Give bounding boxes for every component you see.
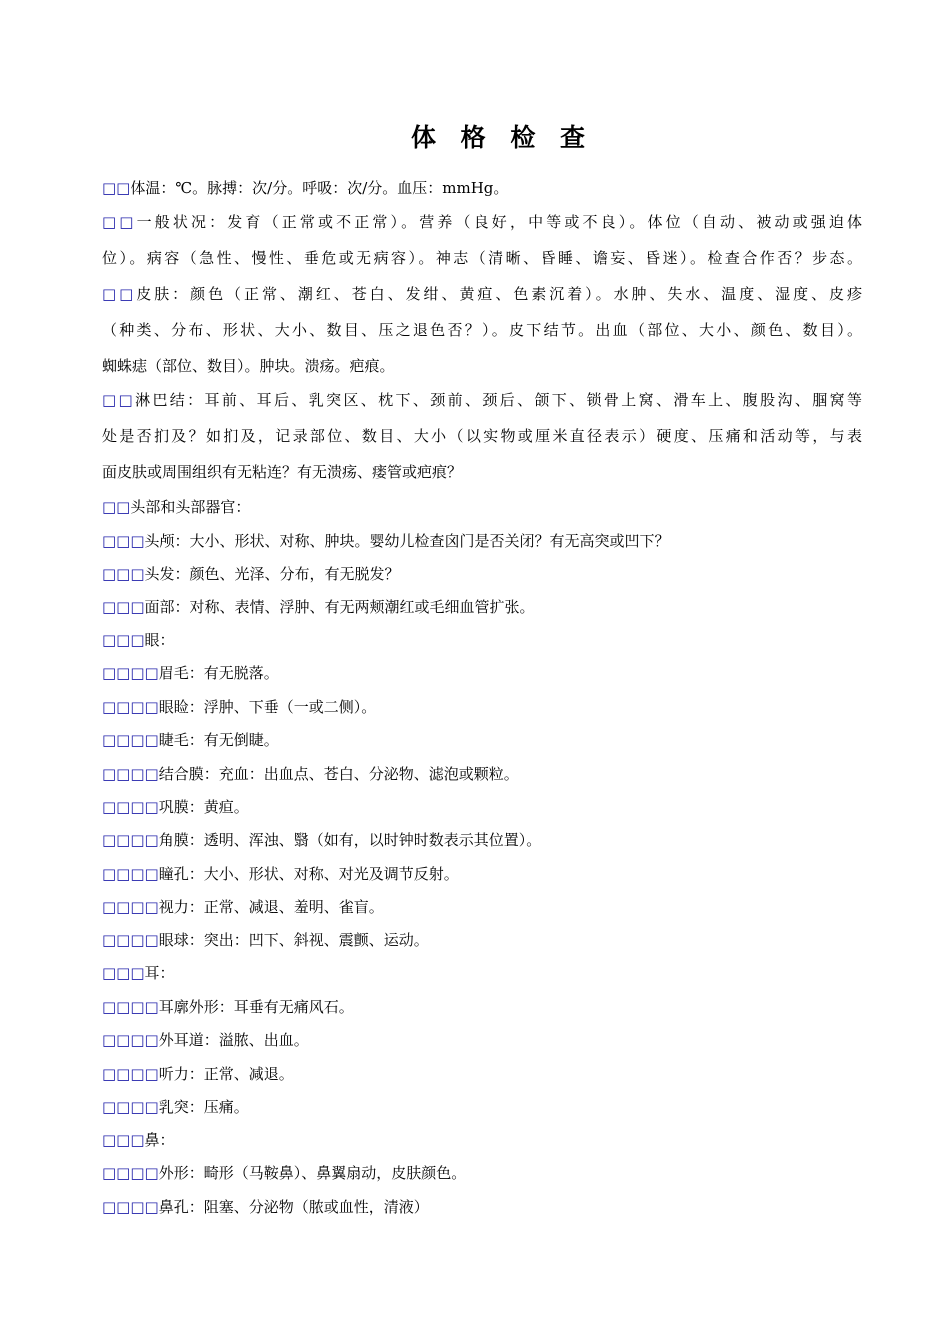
line-text: 眼睑：浮肿、下垂（一或二侧）。 [158, 698, 377, 716]
checkbox-marker: □□□□ [102, 1198, 159, 1216]
line-head-organs [102, 497, 862, 517]
line-ear-canal [102, 1030, 862, 1050]
checkbox-marker: □□□□ [102, 898, 159, 916]
line-eyelash [102, 730, 862, 750]
line-skin-cont-1 [102, 320, 862, 340]
line-text: 睫毛：有无倒睫。 [158, 731, 279, 749]
line-eye [102, 630, 862, 650]
line-conjunctiva [102, 764, 862, 784]
line-text: 瞳孔：大小、形状、对称、对光及调节反射。 [158, 865, 459, 883]
line-text: 结合膜：充血：出血点、苍白、分泌物、滤泡或颗粒。 [158, 765, 519, 783]
checkbox-marker: □□□□ [102, 698, 159, 716]
checkbox-marker: □□ [102, 391, 136, 409]
line-hearing [102, 1064, 862, 1084]
checkbox-marker: □□□□ [102, 798, 159, 816]
line-skin-cont-2 [102, 356, 862, 376]
line-text: （种类、分布、形状、大小、数目、压之退色否？）。皮下结节。出血（部位、大小、颜色、数目）。 [102, 321, 862, 339]
line-text: 耳廓外形：耳垂有无痛风石。 [158, 998, 354, 1016]
line-text: 头颅：大小、形状、对称、肿块。婴幼儿检查囟门是否关闭？有无高突或凹下？ [144, 532, 670, 550]
line-text: 视力：正常、减退、羞明、雀盲。 [158, 898, 384, 916]
line-text: 头部和头部器官： [130, 498, 251, 516]
checkbox-marker: □□□□ [102, 1065, 159, 1083]
line-text: 鼻孔：阻塞、分泌物（脓或血性，清液） [158, 1198, 429, 1216]
checkbox-marker: □□□□ [102, 831, 159, 849]
line-skull [102, 531, 862, 551]
checkbox-marker: □□ [102, 179, 131, 197]
line-nose [102, 1130, 862, 1150]
line-text: 耳： [144, 964, 175, 982]
line-sclera [102, 797, 862, 817]
line-text: 头发：颜色、光泽、分布，有无脱发？ [144, 565, 400, 583]
line-text: 蜘蛛痣（部位、数目）。肿块。溃疡。疤痕。 [102, 357, 395, 375]
checkbox-marker: □□□□ [102, 865, 159, 883]
checkbox-marker: □□□□ [102, 731, 159, 749]
line-mastoid [102, 1097, 862, 1117]
line-text: 眉毛：有无脱落。 [158, 664, 279, 682]
line-text: 位）。病容（急性、慢性、垂危或无病容）。神志（清晰、昏睡、谵妄、昏迷）。检查合作否？步态。 [102, 249, 862, 267]
line-lymph-cont-2 [102, 462, 862, 482]
checkbox-marker: □□□□ [102, 765, 159, 783]
line-text: 眼球：突出：凹下、斜视、震颤、运动。 [158, 931, 429, 949]
checkbox-marker: □□□□ [102, 931, 159, 949]
line-text: 面部：对称、表情、浮肿、有无两颊潮红或毛细血管扩张。 [144, 598, 535, 616]
checkbox-marker: □□□ [102, 565, 145, 583]
line-vision [102, 897, 862, 917]
line-text: 巩膜：黄疸。 [158, 798, 249, 816]
checkbox-marker: □□□□ [102, 1164, 159, 1182]
line-nostril [102, 1197, 862, 1217]
line-eyeball [102, 930, 862, 950]
line-face [102, 597, 862, 617]
checkbox-marker: □□□ [102, 631, 145, 649]
line-general-cont [102, 248, 862, 268]
line-text: 体温：℃。脉搏：次/分。呼吸：次/分。血压：mmHg。 [130, 179, 509, 197]
checkbox-marker: □□□ [102, 1131, 145, 1149]
checkbox-marker: □□□ [102, 532, 145, 550]
checkbox-marker: □□ [102, 213, 137, 231]
line-eyebrow [102, 663, 862, 683]
line-vitals [102, 178, 862, 198]
line-lymph [102, 390, 862, 410]
line-text: 外形：畸形（马鞍鼻）、鼻翼扇动，皮肤颜色。 [158, 1164, 467, 1182]
line-text: 听力：正常、减退。 [158, 1065, 294, 1083]
line-text: 眼： [144, 631, 175, 649]
line-lymph-cont-1 [102, 426, 862, 446]
line-text: 皮肤：颜色（正常、潮红、苍白、发绀、黄疸、色素沉着）。水肿、失水、温度、湿度、皮疹 [136, 285, 862, 303]
line-text: 鼻： [144, 1131, 175, 1149]
line-pupil [102, 864, 862, 884]
checkbox-marker: □□□□ [102, 664, 159, 682]
checkbox-marker: □□□ [102, 598, 145, 616]
line-text: 一般状况：发育（正常或不正常）。营养（良好，中等或不良）。体位（自动、被动或强迫体 [136, 213, 862, 231]
checkbox-marker: □□□□ [102, 998, 159, 1016]
page-title: 体 格 检 查 [410, 123, 594, 152]
line-eyelid [102, 697, 862, 717]
line-text: 角膜：透明、浑浊、翳（如有，以时钟时数表示其位置）。 [158, 831, 542, 849]
line-text: 乳突：压痛。 [158, 1098, 249, 1116]
checkbox-marker: □□ [102, 285, 137, 303]
line-text: 外耳道：溢脓、出血。 [158, 1031, 309, 1049]
line-ear [102, 963, 862, 983]
line-cornea [102, 830, 862, 850]
line-skin [102, 284, 862, 304]
line-general [102, 212, 862, 232]
line-nose-shape [102, 1163, 862, 1183]
line-auricle [102, 997, 862, 1017]
line-text: 淋巴结：耳前、耳后、乳突区、枕下、颈前、颈后、颌下、锁骨上窝、滑车上、腹股沟、腘窝等 [135, 391, 862, 409]
checkbox-marker: □□□□ [102, 1098, 159, 1116]
line-text: 处是否扪及？如扪及，记录部位、数目、大小（以实物或厘米直径表示）硬度、压痛和活动等，与表 [102, 427, 862, 445]
checkbox-marker: □□□□ [102, 1031, 159, 1049]
checkbox-marker: □□□ [102, 964, 145, 982]
checkbox-marker: □□ [102, 498, 131, 516]
line-text: 面皮肤或周围组织有无粘连？有无溃疡、瘘管或疤痕？ [102, 463, 463, 481]
line-hair [102, 564, 862, 584]
